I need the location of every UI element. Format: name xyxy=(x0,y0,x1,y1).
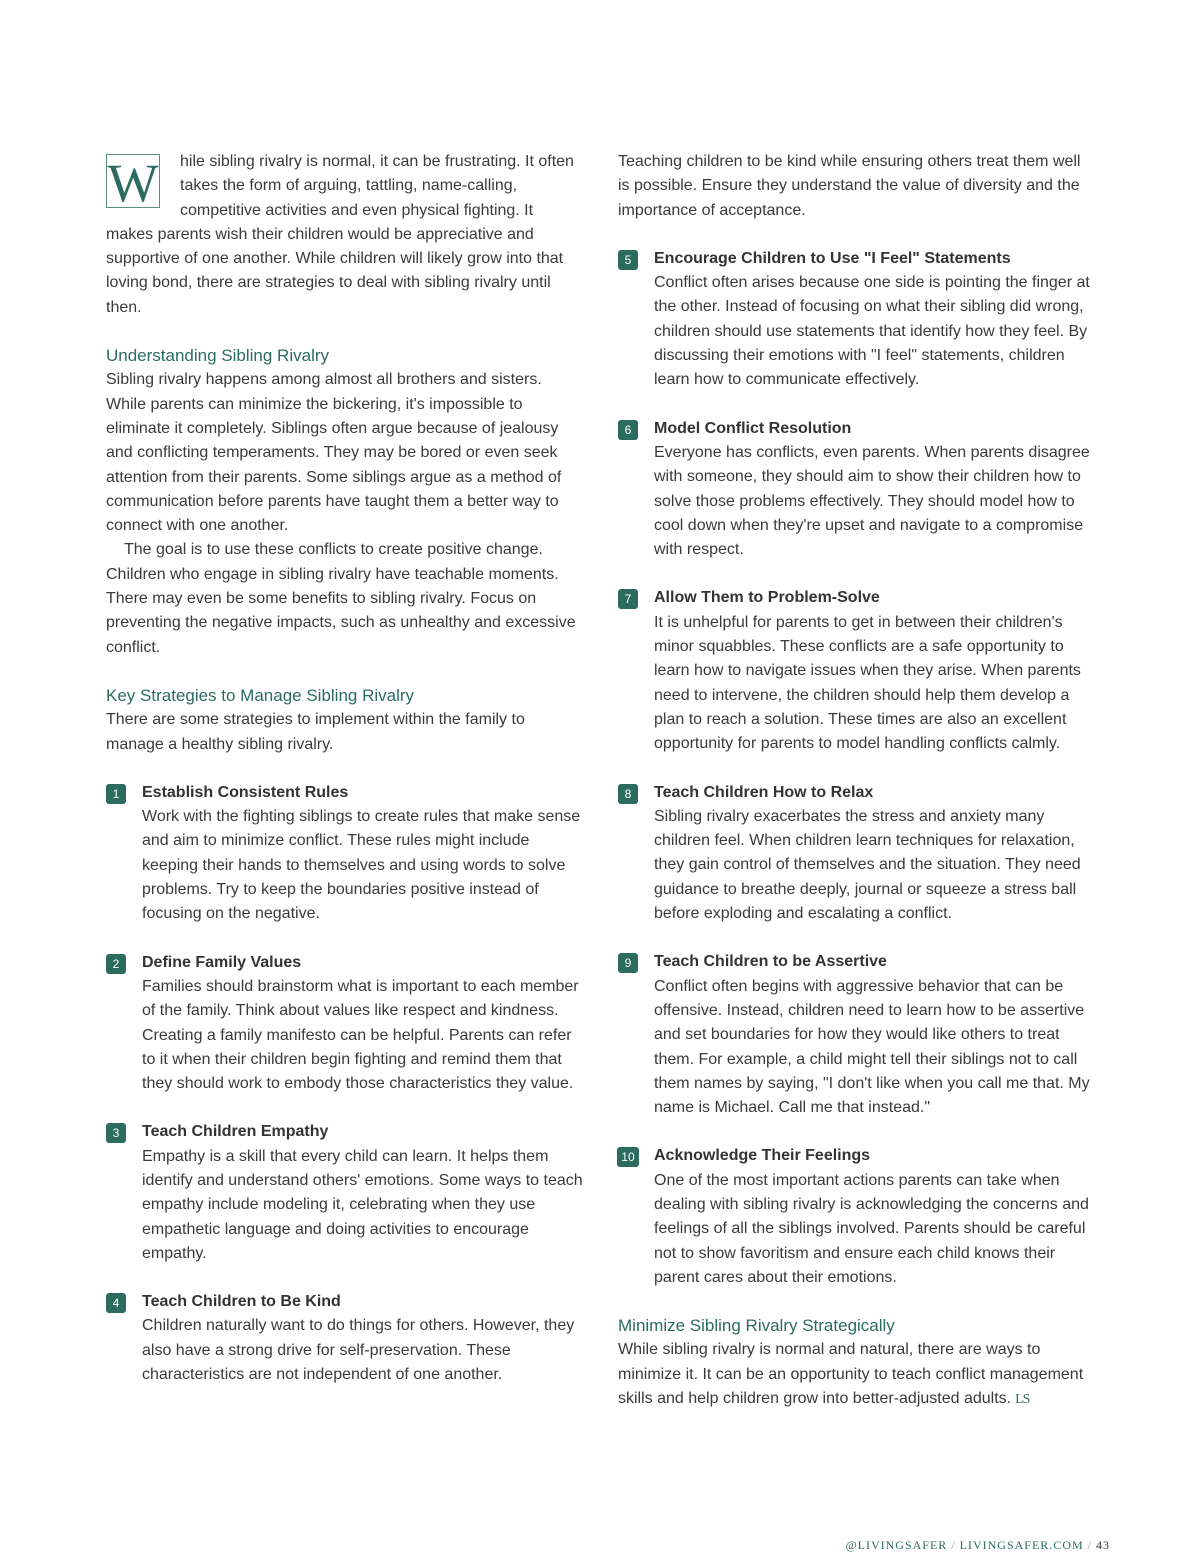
strategy-body: Children naturally want to do things for others. However, they also have a strong drive for self-preservation. These characteristics are not independent of one another. xyxy=(142,1317,575,1384)
strategy-body: One of the most important actions parents can take when dealing with sibling rivalry is acknowledging the concerns and feelings of all the siblings involved. Parents should be careful not to show favoritism and ensure each child knows their parent cares about their emotions. xyxy=(654,1171,1089,1286)
strategy-body: Empathy is a skill that every child can learn. It helps them identify and understand others' emotions. Some ways to teach empathy include modeling it, celebrating when they use empathetic language and doing activities to encourage empathy. xyxy=(142,1147,583,1262)
strategy-item-8 xyxy=(618,781,1096,927)
strategy-item-5 xyxy=(618,247,1096,393)
number-badge: 10 xyxy=(617,1147,639,1167)
strategy-title: Model Conflict Resolution xyxy=(654,419,852,437)
footer-separator: / xyxy=(951,1538,956,1552)
strategy-body: Sibling rivalry exacerbates the stress and anxiety many children feel. When children learn techniques for relaxation, they gain control of themselves and the situation. They need guidance to breathe deeply, journal or squeeze a stress ball before exploding and escalating a conflict. xyxy=(654,807,1081,923)
strategies-intro: There are some strategies to implement within the family to manage a healthy sibling rivalry. xyxy=(106,711,525,753)
strategy-body: Conflict often begins with aggressive behavior that can be offensive. Instead, children need to learn how to be assertive and set boundaries for how they would like others to treat them. For example, a child might tell their siblings not to call them names by saying, "I don't like when you call me that. My name is Michael. Call me that instead." xyxy=(654,977,1090,1117)
number-badge: 9 xyxy=(618,953,638,973)
intro-paragraph xyxy=(106,150,584,320)
number-badge: 4 xyxy=(106,1293,126,1313)
end-mark-logo-icon: LS xyxy=(1015,1392,1030,1408)
footer-social-handle[interactable]: @LIVINGSAFER xyxy=(845,1538,948,1552)
page-footer xyxy=(846,1538,1110,1553)
strategy-item-3 xyxy=(106,1120,584,1266)
page-number: 43 xyxy=(1096,1538,1110,1552)
strategy-title: Allow Them to Problem-Solve xyxy=(654,589,880,607)
strategy-title: Teach Children to Be Kind xyxy=(142,1293,341,1311)
heading-understanding: Understanding Sibling Rivalry xyxy=(106,346,330,366)
footer-separator: / xyxy=(1087,1538,1092,1552)
drop-cap: W xyxy=(107,153,159,213)
heading-minimize: Minimize Sibling Rivalry Strategically xyxy=(618,1316,895,1336)
strategy-item-1 xyxy=(106,781,584,927)
number-badge: 8 xyxy=(618,784,638,804)
strategy-4-continued: Teaching children to be kind while ensuring others treat them well is possible. Ensure they understand the value of diversity and the importance of acceptance. xyxy=(618,153,1081,219)
minimize-paragraph xyxy=(618,1338,1096,1412)
strategy-body: Everyone has conflicts, even parents. When parents disagree with someone, they should aim to show their children how to solve those problems effectively. They should model how to cool down when they're upset and navigate to a compromise with respect. xyxy=(654,443,1090,559)
understanding-paragraph-2: The goal is to use these conflicts to create positive change. Children who engage in sibling rivalry have teachable moments. There may even be some benefits to sibling rivalry. Focus on preventing the negative impacts, such as unhealthy and excessive conflict. xyxy=(106,541,576,656)
understanding-paragraph-1: Sibling rivalry happens among almost all brothers and sisters. While parents can minimize the bickering, it's impossible to eliminate it completely. Siblings often argue because of jealousy and conflicting temperaments. They may be bored or even seek attention from their parents. Some siblings argue as a method of communication before parents have taught them a better way to connect with one another. xyxy=(106,371,562,535)
strategy-title: Establish Consistent Rules xyxy=(142,783,349,801)
footer-website[interactable]: LIVINGSAFER.COM xyxy=(959,1538,1084,1552)
strategy-body: Conflict often arises because one side is pointing the finger at the other. Instead of focusing on what their sibling did wrong, children should use statements that identify how they feel. By discussing their emotions with "I feel" statements, children learn how to communicate effectively. xyxy=(654,274,1090,389)
left-column xyxy=(106,150,584,1387)
strategy-body: It is unhelpful for parents to get in between their children's minor squabbles. These conflicts are a safe opportunity to learn how to navigate issues when they arise. When parents need to intervene, the children should help them develop a plan to reach a solution. These times are also an excellent opportunity for parents to model handling conflicts calmly. xyxy=(654,613,1081,753)
number-badge: 2 xyxy=(106,954,126,974)
strategy-item-9 xyxy=(618,950,1096,1120)
strategy-item-7 xyxy=(618,586,1096,756)
strategy-body: Families should brainstorm what is important to each member of the family. Think about values like respect and kindness. Creating a family manifesto can be helpful. Parents can refer to it when their children begin fighting and remind them that they should work to embody those characteristics they value. xyxy=(142,977,579,1093)
number-badge: 7 xyxy=(618,589,638,609)
number-badge: 5 xyxy=(618,250,638,270)
right-column xyxy=(618,150,1096,1412)
number-badge: 3 xyxy=(106,1123,126,1143)
strategy-title: Define Family Values xyxy=(142,953,302,971)
strategy-body: Work with the fighting siblings to create rules that make sense and aim to minimize conflict. These rules might include keeping their hands to themselves and using words to solve problems. Try to keep the boundaries positive instead of focusing on the negative. xyxy=(142,808,581,923)
strategy-item-6 xyxy=(618,417,1096,563)
strategy-title: Acknowledge Their Feelings xyxy=(654,1147,871,1165)
strategy-title: Teach Children to be Assertive xyxy=(654,953,887,971)
strategy-title: Teach Children Empathy xyxy=(142,1123,329,1141)
heading-strategies: Key Strategies to Manage Sibling Rivalry xyxy=(106,685,415,705)
strategy-title: Encourage Children to Use "I Feel" Statements xyxy=(654,249,1011,267)
minimize-text: While sibling rivalry is normal and natural, there are ways to minimize it. It can be an opportunity to teach conflict management skills and help children grow into better-adjusted adults. xyxy=(618,1341,1084,1408)
strategy-item-2 xyxy=(106,951,584,1097)
number-badge: 1 xyxy=(106,784,126,804)
number-badge: 6 xyxy=(618,420,638,440)
strategy-title: Teach Children How to Relax xyxy=(654,783,874,801)
strategy-item-10 xyxy=(618,1144,1096,1290)
strategy-item-4 xyxy=(106,1290,584,1387)
intro-text: hile sibling rivalry is normal, it can be frustrating. It often takes the form of arguing, tattling, name-calling, competitive activities and even physical fighting. It makes parents wish their children would be appreciative and supportive of one another. While children will likely grow into that loving bond, there are strategies to deal with sibling rivalry until then. xyxy=(106,153,574,316)
